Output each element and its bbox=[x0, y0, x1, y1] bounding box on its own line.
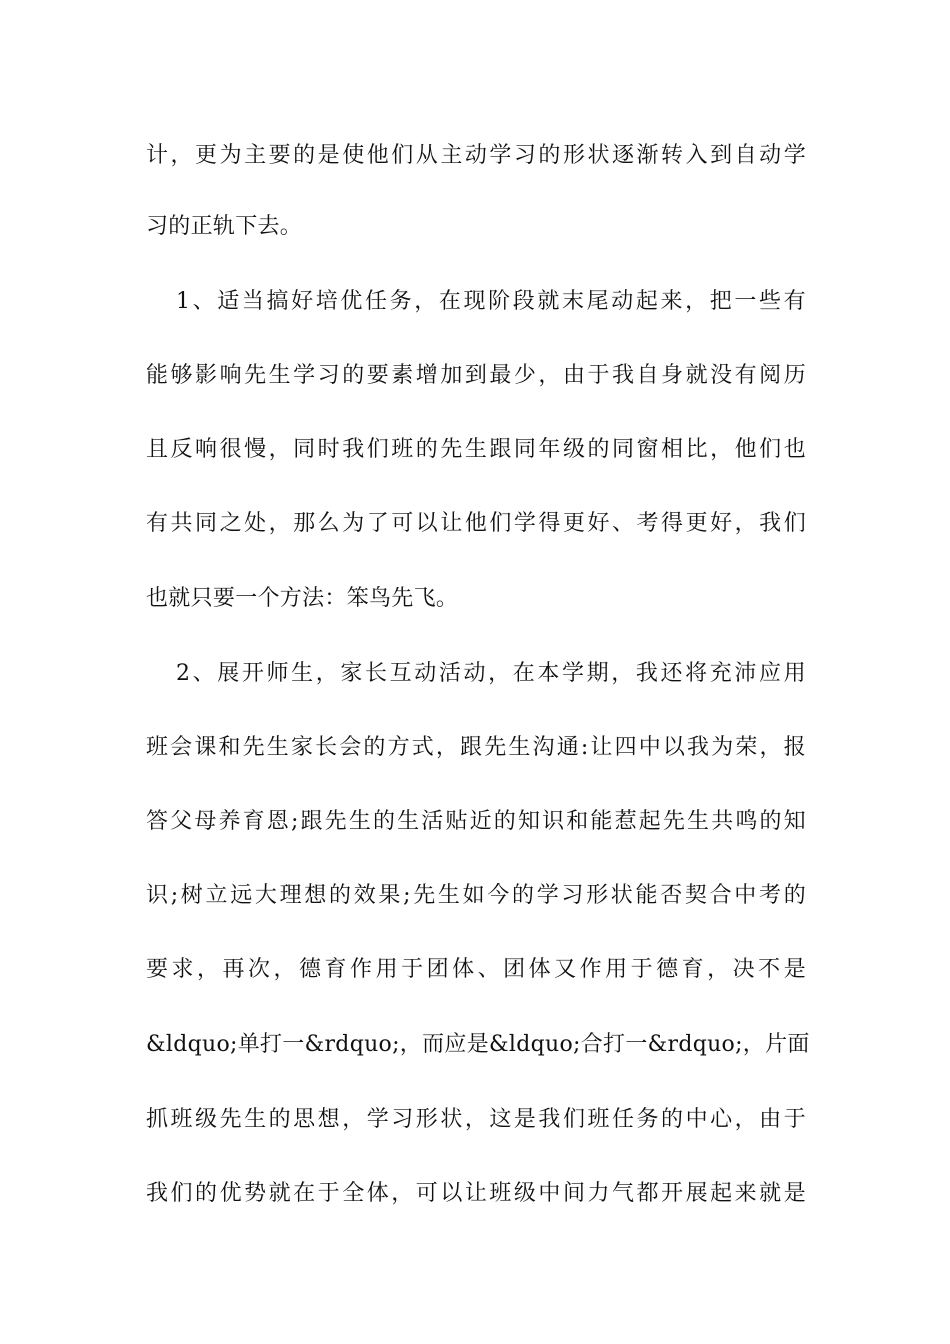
text-line: 计，更为主要的是使他们从主动学习的形状逐渐转入到自动学 bbox=[146, 143, 806, 168]
paragraph-2-first-line: 2、展开师生，家长互动活动，在本学期，我还将充沛应用 bbox=[176, 661, 806, 686]
text-line: 要求，再次，德育作用于团体、团体又作用于德育，决不是 bbox=[146, 957, 806, 982]
text-line: 习的正轨下去。 bbox=[146, 214, 303, 239]
text-line: 我们的优势就在于全体，可以让班级中间力气都开展起来就是 bbox=[146, 1181, 806, 1206]
text-line: &ldquo;单打一&rdquo;，而应是&ldquo;合打一&rdquo;，片面 bbox=[146, 1032, 810, 1057]
text-line: 也就只要一个方法：笨鸟先飞。 bbox=[146, 586, 459, 611]
text-line: 抓班级先生的思想，学习形状，这是我们班任务的中心，由于 bbox=[146, 1107, 806, 1132]
text-line: 答父母养育恩;跟先生的生活贴近的知识和能惹起先生共鸣的知 bbox=[146, 809, 806, 834]
paragraph-1-first-line: 1、适当搞好培优任务，在现阶段就末尾动起来，把一些有 bbox=[176, 289, 806, 314]
text-line: 能够影响先生学习的要素增加到最少，由于我自身就没有阅历 bbox=[146, 363, 806, 388]
text-line: 且反响很慢，同时我们班的先生跟同年级的同窗相比，他们也 bbox=[146, 437, 806, 462]
text-line: 班会课和先生家长会的方式，跟先生沟通:让四中以我为荣，报 bbox=[146, 735, 806, 760]
text-line: 识;树立远大理想的效果;先生如今的学习形状能否契合中考的 bbox=[146, 883, 806, 908]
text-line: 有共同之处，那么为了可以让他们学得更好、考得更好，我们 bbox=[146, 511, 806, 536]
